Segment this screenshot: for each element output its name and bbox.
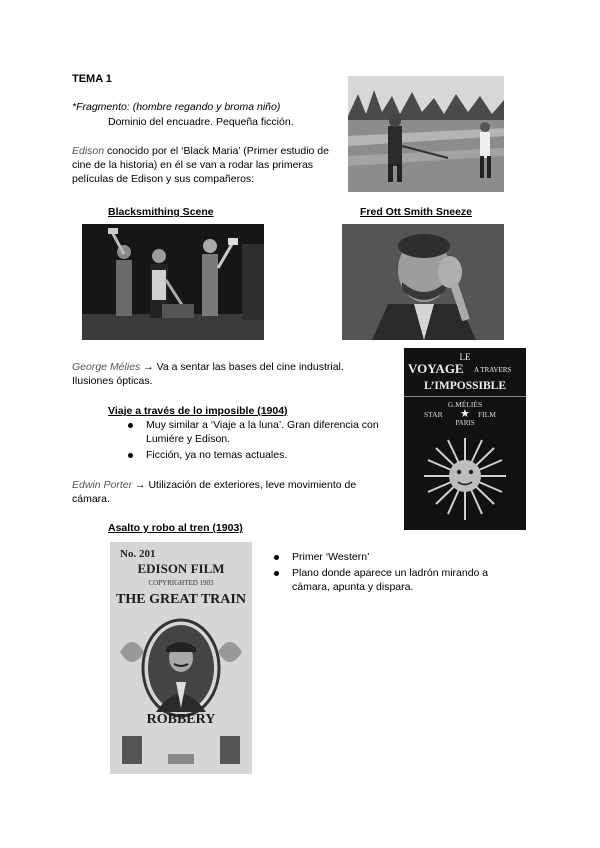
fragmento-desc: Dominio del encuadre. Pequeña ficción. [108, 116, 294, 128]
porter-name: Edwin Porter [72, 479, 133, 491]
edison-paragraph [72, 144, 344, 186]
melies-arrow: → [140, 361, 157, 373]
photo-sneeze [342, 224, 504, 340]
poster-voyage [404, 348, 526, 530]
poster-train-edison-film: EDISON FILM [137, 561, 225, 576]
melies-name: George Mélies [72, 361, 141, 373]
list-item: Muy similar a ‘Viaje a la luna’. Gran diferencia con Lumiére y Edison. [126, 418, 396, 446]
page-title: TEMA 1 [72, 73, 112, 85]
poster-train-copyrighted: COPYRIGHTED 1903 [148, 579, 214, 587]
edison-text: conocido por el ‘Black Maria’ (Primer estudio de cine de la historia) en él se van a rodar las primeras películas de Edison y sus compañeros: [72, 145, 329, 185]
poster-train-title: THE GREAT TRAIN [116, 592, 246, 607]
poster-divider [404, 396, 526, 397]
poster-train-no: No. 201 [120, 548, 156, 560]
porter-paragraph [72, 478, 382, 506]
portrait-illustration [110, 612, 252, 774]
poster-voyage-gmelies: G.MÉLIÈS [447, 400, 483, 409]
list-item: Primer ‘Western’ [272, 550, 502, 564]
melies-paragraph [72, 360, 372, 388]
asalto-bullet-list [272, 550, 502, 596]
star-icon: ★ [460, 408, 470, 420]
photo-blacksmithing [82, 224, 264, 340]
fragmento-title: *Fragmento: (hombre regando y broma niño) [72, 101, 281, 113]
caption-viaje: Viaje a través de lo imposible (1904) [108, 405, 288, 417]
porter-arrow: → [132, 479, 149, 491]
poster-voyage-paris: PARIS [455, 419, 475, 427]
poster-voyage-impossible: L’IMPOSSIBLE [423, 380, 507, 392]
list-item: Plano donde aparece un ladrón mirando a cámara, apunta y dispara. [272, 566, 502, 594]
caption-sneeze: Fred Ott Smith Sneeze [360, 206, 473, 218]
poster-train-robbery: ROBBERY [146, 712, 216, 727]
photo-hombre-regando [348, 76, 504, 192]
list-item: Ficción, ya no temas actuales. [126, 448, 396, 462]
melies-text: Va a sentar las bases del cine industrial. Ilusiones ópticas. [72, 361, 344, 387]
caption-asalto: Asalto y robo al tren (1903) [108, 522, 243, 534]
viaje-bullet-list [126, 418, 396, 464]
porter-text: Utilización de exteriores, leve movimiento de cámara. [72, 479, 357, 505]
poster-voyage-a-travers: A TRAVERS [474, 366, 512, 374]
poster-great-train-robbery [110, 542, 252, 774]
poster-voyage-word: VOYAGE [408, 361, 464, 376]
poster-voyage-star: STAR [424, 410, 443, 419]
sun-face-icon [404, 432, 526, 530]
poster-voyage-le: LE [459, 352, 471, 362]
edison-name: Edison [72, 145, 105, 157]
poster-voyage-film: FILM [478, 410, 496, 419]
caption-blacksmithing: Blacksmithing Scene [108, 206, 214, 218]
